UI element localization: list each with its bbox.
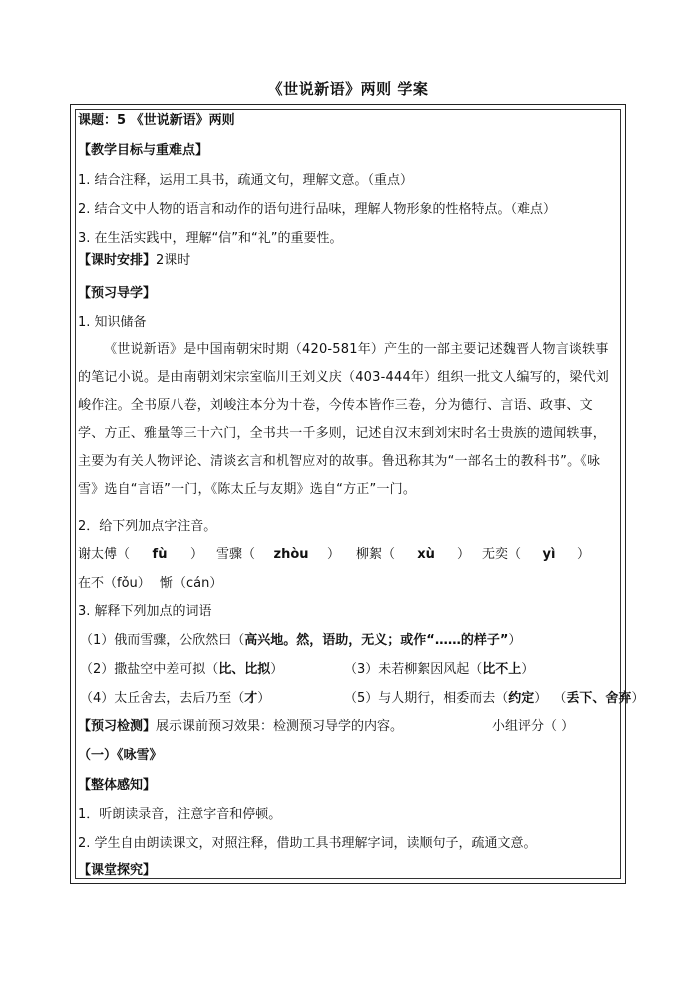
explain-item: （3）未若柳絮因风起（比不上） — [344, 662, 535, 677]
preview-sub3: 3. 解释下列加点的词语 — [78, 604, 212, 619]
schedule-value: 2课时 — [156, 253, 191, 268]
goals-heading: 【教学目标与重难点】 — [78, 143, 209, 158]
check-line — [78, 718, 403, 736]
explain-item: （4）太丘舍去，去后乃至（才） — [80, 691, 271, 706]
document-title: 《世说新语》两则 学案 — [267, 80, 429, 98]
explain-item: （2）撒盐空中差可拟（比、比拟） — [80, 662, 284, 677]
check-text: 展示课前预习效果：检测预习导学的内容。 — [156, 719, 404, 734]
group-score: 小组评分（ ） — [492, 719, 575, 734]
preview-sub1: 1. 知识储备 — [78, 315, 147, 330]
overall-heading: 【整体感知】 — [78, 778, 157, 793]
goal-item: 3. 在生活实践中，理解“信”和“礼”的重要性。 — [78, 231, 343, 246]
pinyin-item: 柳絮（ xù ） — [356, 547, 471, 562]
knowledge-paragraph: 《世说新语》是中国南朝宋时期（420-581年）产生的一部主要记述魏晋人物言谈轶事的笔记小说。是由南朝刘宋宗室临川王刘义庆（403-444年）组织一批文人编写的，梁代刘峻作注。全书原八卷，刘峻注本分为十卷，今传本皆作三卷，分为德行、言语、政事、文学、方正、雅量等三十六门，全书共一千多则，记述自汉末到刘宋时名士贵族的遗闻轶事，主要为有关人物评论、清谈玄言和机智应对的故事。鲁迅称其为“一部名士的教科书”。《咏雪》选自“言语”一门，《陈太丘与友期》选自“方正”一门。 — [78, 342, 609, 497]
explore-heading: 【课堂探究】 — [78, 863, 157, 878]
goal-item: 1. 结合注释，运用工具书，疏通文句，理解文意。（重点） — [78, 173, 414, 188]
explain-item: （1）俄而雪骤，公欣然曰（高兴地。然，语助，无义；或作“……的样子”） — [80, 633, 522, 648]
pinyin-item: 雪骤（ zhòu ） — [216, 547, 341, 562]
goal-item: 2. 结合文中人物的语言和动作的语句进行品味，理解人物形象的性格特点。（难点） — [78, 202, 557, 217]
overall-item: 2. 学生自由朗读课文，对照注释，借助工具书理解字词，读顺句子，疏通文意。 — [78, 836, 537, 851]
check-heading: 【预习检测】 — [78, 719, 157, 734]
schedule-heading: 【课时安排】 — [78, 253, 157, 268]
pinyin-item: 惭（cán） — [160, 576, 223, 591]
explain-item: （5）与人期行，相委而去（约定） （丢下、舍弃） — [344, 691, 645, 706]
lesson-title: 课题：5 《世说新语》两则 — [78, 113, 235, 128]
preview-sub2: 2．给下列加点字注音。 — [78, 519, 217, 534]
overall-item: 1．听朗读录音，注意字音和停顿。 — [78, 807, 282, 822]
section-one-heading: （一）《咏雪》 — [78, 748, 163, 763]
pinyin-item: 无奕（ yì ） — [482, 547, 591, 562]
pinyin-item: 在不（fǒu） — [78, 576, 151, 591]
pinyin-item: 谢太傅（ fù ） — [78, 547, 204, 562]
schedule-line — [78, 252, 620, 270]
preview-heading: 【预习导学】 — [78, 286, 157, 301]
